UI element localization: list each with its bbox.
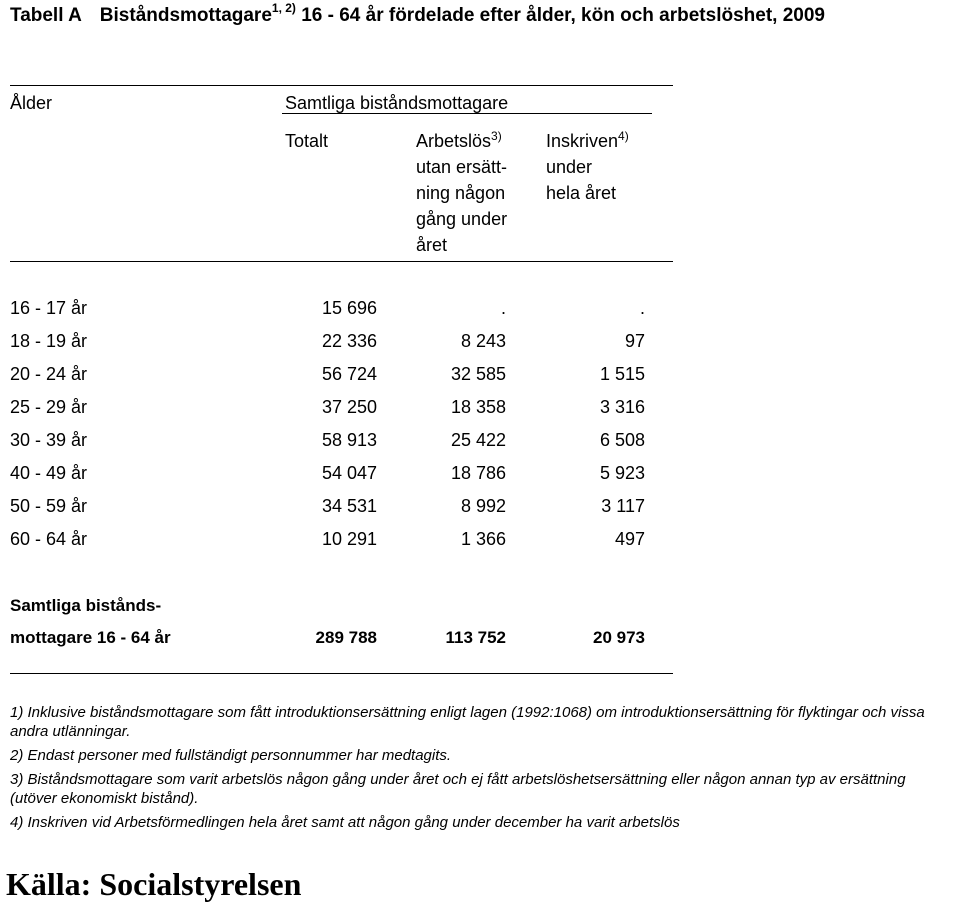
title-footnote-ref: 1, 2) xyxy=(271,1,296,15)
bottom-rule xyxy=(10,673,673,674)
footnote: 4) Inskriven vid Arbetsförmedlingen hela året samt att någon gång under december ha varit arbetslös xyxy=(10,814,680,831)
footnote: 2) Endast personer med fullständigt personnummer har medtagits. xyxy=(10,747,452,764)
header-col-arbetslos: Arbetslös$^{3)}$ utan ersätt- ning någon gång under året xyxy=(416,129,508,255)
table-label: Tabell A xyxy=(10,5,82,26)
table-title xyxy=(10,1,825,27)
header-rule xyxy=(10,261,673,262)
footnote: 3) Biståndsmottagare som varit arbetslös någon gång under året och ej fått arbetslöshetsersättning eller någon annan typ av ersättning (utöver ekonomiskt bistånd). xyxy=(10,771,906,807)
total-totalt: 289 788 xyxy=(315,628,377,647)
total-label-line1: Samtliga bistånds- xyxy=(10,596,162,615)
header-col-totalt: Totalt xyxy=(285,131,329,151)
footnote: 1) Inklusive biståndsmottagare som fått introduktionsersättning enligt lagen (1992:1068) om introduktionsersättning för flyktingar och vissa andra utlänningar. xyxy=(10,704,925,740)
arbetslos-footnote-ref: 3) xyxy=(491,129,502,143)
total-arbetslos: 113 752 xyxy=(445,628,506,647)
table-title-main: Biståndsmottagare xyxy=(99,5,272,26)
total-inskriven: 20 973 xyxy=(593,628,645,647)
top-rule xyxy=(10,85,673,86)
inskriven-footnote-ref: 4) xyxy=(618,129,629,143)
source-line: Källa: Socialstyrelsen xyxy=(6,866,302,902)
total-label-line2: mottagare 16 - 64 år xyxy=(10,628,171,647)
footnotes xyxy=(10,703,940,837)
table-title-rest: 16 - 64 år fördelade efter ålder, kön och arbetslöshet, 2009 xyxy=(301,5,825,26)
group-underline xyxy=(282,113,652,114)
header-col-inskriven: Inskriven$^{4)}$ under hela året xyxy=(546,129,629,203)
header-group-label: Samtliga biståndsmottagare xyxy=(285,93,509,113)
header-row-label: Ålder xyxy=(10,93,53,113)
